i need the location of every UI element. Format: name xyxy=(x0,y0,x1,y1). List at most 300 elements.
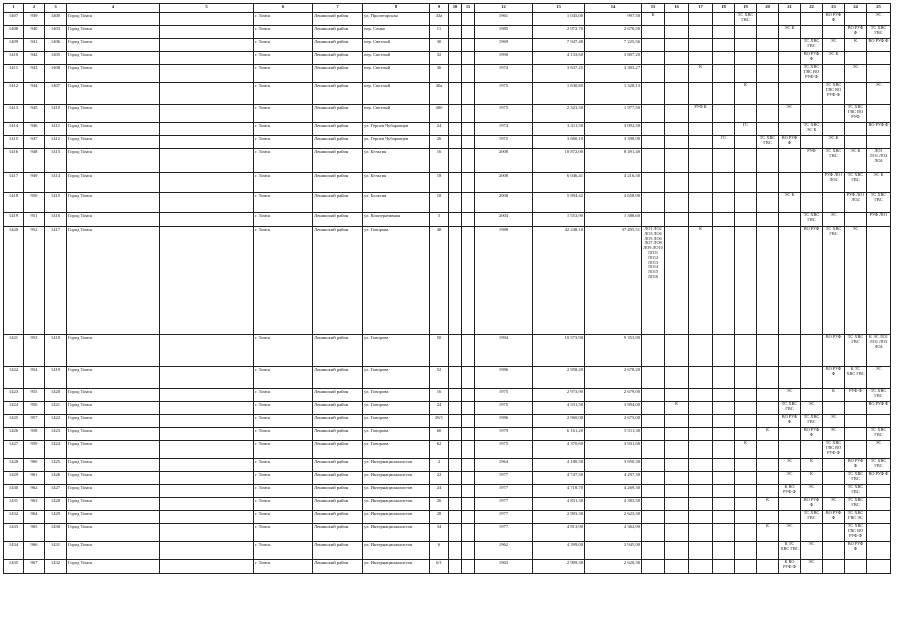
cell-col-16 xyxy=(665,13,689,26)
cell-col-10 xyxy=(449,149,462,173)
column-header-24: 24 xyxy=(845,4,867,13)
cell-col-18 xyxy=(713,193,735,213)
cell-col-16 xyxy=(665,173,689,193)
cell-col-6: г. Томск xyxy=(254,52,313,65)
cell-col-3: 1426 xyxy=(45,472,67,485)
cell-col-10 xyxy=(449,65,462,83)
cell-col-20 xyxy=(757,402,779,415)
cell-col-5 xyxy=(160,415,254,428)
cell-col-25: ТС ХВС ГВС xyxy=(867,428,891,441)
table-row xyxy=(4,123,891,136)
cell-col-23 xyxy=(823,402,845,415)
table-row xyxy=(4,39,891,52)
cell-col-3: 1427 xyxy=(45,485,67,498)
cell-col-4: Город Томск xyxy=(67,472,160,485)
cell-col-5 xyxy=(160,193,254,213)
cell-col-13: 10 872,00 xyxy=(533,149,585,173)
cell-col-8: ул. Героев Чубаровцев xyxy=(363,123,430,136)
cell-col-5 xyxy=(160,13,254,26)
cell-col-25 xyxy=(867,65,891,83)
cell-col-7: Ленинский район xyxy=(313,149,363,173)
cell-col-15: К xyxy=(642,13,665,26)
cell-col-9: 34 xyxy=(430,524,449,542)
cell-col-24: ТС ХВС ГВС ВО РУФ xyxy=(845,105,867,123)
cell-col-19 xyxy=(735,485,757,498)
cell-col-12: 1977 xyxy=(475,498,533,511)
cell-col-17 xyxy=(689,441,713,459)
cell-col-22: ЭС xyxy=(801,485,823,498)
cell-col-7: Ленинский район xyxy=(313,105,363,123)
cell-col-7: Ленинский район xyxy=(313,335,363,367)
cell-col-12: 2008 xyxy=(475,193,533,213)
cell-col-20 xyxy=(757,511,779,524)
cell-col-25 xyxy=(867,227,891,335)
cell-col-20 xyxy=(757,560,779,574)
cell-col-12: 1985 xyxy=(475,26,533,39)
cell-col-21 xyxy=(779,83,801,105)
cell-col-21: ВО РУФ Ф xyxy=(779,136,801,149)
cell-col-21 xyxy=(779,13,801,26)
cell-col-25 xyxy=(867,524,891,542)
cell-col-6: г. Томск xyxy=(254,149,313,173)
cell-col-12: 1986 xyxy=(475,415,533,428)
cell-col-7: Ленинский район xyxy=(313,472,363,485)
cell-col-21 xyxy=(779,173,801,193)
cell-col-1: 1412 xyxy=(4,83,24,105)
cell-col-18 xyxy=(713,83,735,105)
cell-col-1: 1426 xyxy=(4,428,24,441)
cell-col-15 xyxy=(642,39,665,52)
cell-col-14: 1 328,13 xyxy=(585,83,642,105)
cell-col-11 xyxy=(462,26,475,39)
cell-col-7: Ленинский район xyxy=(313,39,363,52)
cell-col-18 xyxy=(713,472,735,485)
cell-col-23 xyxy=(823,542,845,560)
table-row xyxy=(4,560,891,574)
cell-col-9: 18 xyxy=(430,193,449,213)
cell-col-18 xyxy=(713,39,735,52)
cell-col-13: 1 045,00 xyxy=(533,13,585,26)
cell-col-3: 1421 xyxy=(45,402,67,415)
cell-col-10 xyxy=(449,402,462,415)
cell-col-16 xyxy=(665,65,689,83)
cell-col-1: 1411 xyxy=(4,65,24,83)
cell-col-11 xyxy=(462,173,475,193)
cell-col-5 xyxy=(160,542,254,560)
cell-col-14: 3 894,00 xyxy=(585,402,642,415)
cell-col-14: 4 383,50 xyxy=(585,498,642,511)
cell-col-20 xyxy=(757,52,779,65)
cell-col-5 xyxy=(160,173,254,193)
column-header-9: 9 xyxy=(430,4,449,13)
cell-col-21: ВО РУФ Ф xyxy=(779,415,801,428)
cell-col-23: ЭС К xyxy=(823,52,845,65)
cell-col-4: Город Томск xyxy=(67,13,160,26)
cell-col-16 xyxy=(665,149,689,173)
cell-col-16 xyxy=(665,105,689,123)
cell-col-7: Ленинский район xyxy=(313,227,363,335)
cell-col-20 xyxy=(757,542,779,560)
cell-col-1: 1428 xyxy=(4,459,24,472)
cell-col-1: 1435 xyxy=(4,560,24,574)
cell-col-16 xyxy=(665,52,689,65)
table-row xyxy=(4,415,891,428)
cell-col-20: К xyxy=(757,498,779,511)
table-row xyxy=(4,173,891,193)
cell-col-10 xyxy=(449,472,462,485)
cell-col-1: 1421 xyxy=(4,335,24,367)
cell-col-19: ТС ХВС ГВС xyxy=(735,13,757,26)
cell-col-7: Ленинский район xyxy=(313,459,363,472)
cell-col-8: ул. Интернационалистов xyxy=(363,459,430,472)
cell-col-25 xyxy=(867,560,891,574)
cell-col-24: ТС ХВС ГВС xyxy=(845,472,867,485)
cell-col-16 xyxy=(665,389,689,402)
cell-col-24: ЭС xyxy=(845,65,867,83)
cell-col-11 xyxy=(462,123,475,136)
cell-col-23 xyxy=(823,193,845,213)
cell-col-23: РУФ ЛО1 ЛО2 xyxy=(823,173,845,193)
cell-col-24: ТС ХВС ГВС xyxy=(845,335,867,367)
cell-col-16 xyxy=(665,193,689,213)
cell-col-22 xyxy=(801,13,823,26)
cell-col-14: 4 297,30 xyxy=(585,472,642,485)
cell-col-9: 26 xyxy=(430,498,449,511)
cell-col-16 xyxy=(665,459,689,472)
cell-col-14: 3 945,90 xyxy=(585,542,642,560)
cell-col-3: 1400 xyxy=(45,13,67,26)
cell-col-8: ул. Говорова xyxy=(363,428,430,441)
cell-col-8: ул. Говорова xyxy=(363,415,430,428)
cell-col-16 xyxy=(665,498,689,511)
cell-col-2: 964 xyxy=(24,511,45,524)
cell-col-17 xyxy=(689,459,713,472)
cell-col-7: Ленинский район xyxy=(313,367,363,389)
column-header-13: 13 xyxy=(533,4,585,13)
cell-col-2: 948 xyxy=(24,149,45,173)
cell-col-11 xyxy=(462,415,475,428)
cell-col-17: РУФ К xyxy=(689,105,713,123)
cell-col-20 xyxy=(757,39,779,52)
cell-col-6: г. Томск xyxy=(254,472,313,485)
cell-col-4: Город Томск xyxy=(67,560,160,574)
table-row xyxy=(4,13,891,26)
cell-col-20 xyxy=(757,441,779,459)
cell-col-3: 1405 xyxy=(45,52,67,65)
cell-col-14: 4 216,30 xyxy=(585,173,642,193)
cell-col-17 xyxy=(689,39,713,52)
cell-col-19: К xyxy=(735,83,757,105)
cell-col-21 xyxy=(779,213,801,227)
cell-col-18 xyxy=(713,367,735,389)
cell-col-15 xyxy=(642,65,665,83)
cell-col-14: 4 269,30 xyxy=(585,485,642,498)
cell-col-10 xyxy=(449,123,462,136)
cell-col-22: ТС ХВС ГВС xyxy=(801,213,823,227)
cell-col-22: К xyxy=(801,459,823,472)
cell-col-8: ул. Кооперативная xyxy=(363,213,430,227)
cell-col-2: 956 xyxy=(24,402,45,415)
cell-col-13: 4 399,00 xyxy=(533,542,585,560)
cell-col-22: ЭС xyxy=(801,560,823,574)
table-row xyxy=(4,193,891,213)
cell-col-4: Город Томск xyxy=(67,123,160,136)
cell-col-19 xyxy=(735,149,757,173)
cell-col-24: ВО РУФ Ф xyxy=(845,459,867,472)
cell-col-12: 2008 xyxy=(475,149,533,173)
cell-col-25 xyxy=(867,542,891,560)
cell-col-22 xyxy=(801,524,823,542)
cell-col-4: Город Томск xyxy=(67,193,160,213)
cell-col-7: Ленинский район xyxy=(313,136,363,149)
cell-col-24 xyxy=(845,428,867,441)
cell-col-12: 1975 xyxy=(475,83,533,105)
cell-col-12: 1977 xyxy=(475,485,533,498)
cell-col-2: 946 xyxy=(24,123,45,136)
cell-col-19 xyxy=(735,335,757,367)
cell-col-3: 1408 xyxy=(45,65,67,83)
cell-col-13: 7 947,48 xyxy=(533,39,585,52)
cell-col-17 xyxy=(689,123,713,136)
housing-register-table xyxy=(3,3,891,574)
cell-col-24: РУФ Ф xyxy=(845,389,867,402)
cell-col-23: ТС ХВС ГВС xyxy=(823,227,845,335)
cell-col-20 xyxy=(757,13,779,26)
cell-col-12: 1974 xyxy=(475,123,533,136)
cell-col-19 xyxy=(735,136,757,149)
cell-col-21 xyxy=(779,52,801,65)
cell-col-19 xyxy=(735,26,757,39)
cell-col-9: 40б xyxy=(430,105,449,123)
cell-col-11 xyxy=(462,498,475,511)
cell-col-19 xyxy=(735,524,757,542)
cell-col-8: ул. Говорова xyxy=(363,402,430,415)
cell-col-1: 1425 xyxy=(4,415,24,428)
cell-col-4: Город Томск xyxy=(67,227,160,335)
cell-col-12: 1977 xyxy=(475,511,533,524)
cell-col-15 xyxy=(642,560,665,574)
cell-col-9: 24 xyxy=(430,485,449,498)
cell-col-5 xyxy=(160,472,254,485)
cell-col-11 xyxy=(462,39,475,52)
cell-col-17 xyxy=(689,389,713,402)
cell-col-3: 1417 xyxy=(45,227,67,335)
column-header-19: 19 xyxy=(735,4,757,13)
column-header-20: 20 xyxy=(757,4,779,13)
cell-col-6: г. Томск xyxy=(254,227,313,335)
cell-col-20 xyxy=(757,105,779,123)
cell-col-8: ул. Интернационалистов xyxy=(363,542,430,560)
cell-col-25: ВО РУФ Ф xyxy=(867,123,891,136)
cell-col-13: 2 323,50 xyxy=(533,105,585,123)
cell-col-9: 52 xyxy=(430,367,449,389)
cell-col-23: ТС ХВС ГВС xyxy=(823,149,845,173)
cell-col-11 xyxy=(462,193,475,213)
cell-col-5 xyxy=(160,136,254,149)
cell-col-13: 4 747,30 xyxy=(533,472,585,485)
cell-col-2: 963 xyxy=(24,498,45,511)
cell-col-22 xyxy=(801,441,823,459)
cell-col-10 xyxy=(449,367,462,389)
cell-col-20 xyxy=(757,459,779,472)
cell-col-24: РУФ ЛО1 ЛО2 xyxy=(845,193,867,213)
cell-col-23: ВО РУФ xyxy=(823,335,845,367)
cell-col-15 xyxy=(642,26,665,39)
cell-col-2: 951 xyxy=(24,213,45,227)
cell-col-12: 1974 xyxy=(475,65,533,83)
cell-col-14: 2 670,50 xyxy=(585,26,642,39)
cell-col-14: 1 977,50 xyxy=(585,105,642,123)
cell-col-8: пер. Светлый xyxy=(363,39,430,52)
cell-col-1: 1431 xyxy=(4,498,24,511)
table-row xyxy=(4,485,891,498)
cell-col-23 xyxy=(823,524,845,542)
cell-col-9: 60 xyxy=(430,428,449,441)
cell-col-24: ТС ХВС ГВС ВО РУФ Ф xyxy=(845,524,867,542)
column-header-3: 3 xyxy=(45,4,67,13)
cell-col-9: 16 xyxy=(430,149,449,173)
cell-col-15: ЛО1 ЛО2 ЛО3 ЛО4 ЛО5 ЛО6 ЛО7 ЛО8 ЛО9 ЛО10 ЛО11 ЛО12 ЛО13 ЛО14 ЛО15 ЛО16 xyxy=(642,227,665,335)
cell-col-15 xyxy=(642,542,665,560)
cell-col-15 xyxy=(642,459,665,472)
cell-col-13: 4 331,50 xyxy=(533,402,585,415)
cell-col-20 xyxy=(757,193,779,213)
cell-col-25: ТС ХВС ГВС xyxy=(867,193,891,213)
cell-col-2: 949 xyxy=(24,173,45,193)
cell-col-14: 5 911,30 xyxy=(585,428,642,441)
cell-col-11 xyxy=(462,560,475,574)
cell-col-4: Город Томск xyxy=(67,511,160,524)
cell-col-25: ЭС xyxy=(867,367,891,389)
cell-col-23 xyxy=(823,472,845,485)
cell-col-9: 16 xyxy=(430,389,449,402)
cell-col-20 xyxy=(757,123,779,136)
cell-col-3: 1406 xyxy=(45,39,67,52)
cell-col-23: ЭС xyxy=(823,39,845,52)
cell-col-6: г. Томск xyxy=(254,39,313,52)
cell-col-7: Ленинский район xyxy=(313,524,363,542)
cell-col-7: Ленинский район xyxy=(313,402,363,415)
cell-col-15 xyxy=(642,105,665,123)
cell-col-22: ВО РУФ Ф xyxy=(801,498,823,511)
cell-col-12: 1975 xyxy=(475,136,533,149)
cell-col-12: 1963 xyxy=(475,560,533,574)
cell-col-24 xyxy=(845,415,867,428)
table-row xyxy=(4,136,891,149)
cell-col-9: 32 xyxy=(430,52,449,65)
cell-col-16 xyxy=(665,415,689,428)
cell-col-19: К xyxy=(735,441,757,459)
cell-col-1: 1424 xyxy=(4,402,24,415)
cell-col-14: 3 092,50 xyxy=(585,123,642,136)
cell-col-9: 24 xyxy=(430,402,449,415)
cell-col-15 xyxy=(642,367,665,389)
cell-col-22: ТС ХВС ГВС xyxy=(801,415,823,428)
cell-col-6: г. Томск xyxy=(254,173,313,193)
cell-col-18 xyxy=(713,402,735,415)
cell-col-14: 2 675,00 xyxy=(585,415,642,428)
cell-col-10 xyxy=(449,13,462,26)
cell-col-18 xyxy=(713,459,735,472)
cell-col-22 xyxy=(801,335,823,367)
cell-col-4: Город Томск xyxy=(67,335,160,367)
cell-col-18 xyxy=(713,389,735,402)
column-header-1: 1 xyxy=(4,4,24,13)
cell-col-20 xyxy=(757,485,779,498)
table-row xyxy=(4,441,891,459)
cell-col-17 xyxy=(689,498,713,511)
cell-col-8: пер. Светлый xyxy=(363,65,430,83)
cell-col-19 xyxy=(735,498,757,511)
cell-col-16 xyxy=(665,511,689,524)
cell-col-24 xyxy=(845,213,867,227)
cell-col-17 xyxy=(689,193,713,213)
cell-col-13: 4 370,60 xyxy=(533,441,585,459)
column-header-7: 7 xyxy=(313,4,363,13)
cell-col-10 xyxy=(449,39,462,52)
cell-col-14: 3 950,30 xyxy=(585,459,642,472)
cell-col-8: пер. Светлый xyxy=(363,105,430,123)
cell-col-1: 1409 xyxy=(4,39,24,52)
cell-col-12: 1977 xyxy=(475,472,533,485)
cell-col-4: Город Томск xyxy=(67,524,160,542)
cell-col-10 xyxy=(449,105,462,123)
cell-col-25: ЭС К xyxy=(867,173,891,193)
cell-col-1: 1415 xyxy=(4,136,24,149)
cell-col-6: г. Томск xyxy=(254,402,313,415)
cell-col-14: 2 679,00 xyxy=(585,389,642,402)
cell-col-25 xyxy=(867,105,891,123)
cell-col-13: 6 046,41 xyxy=(533,173,585,193)
cell-col-15 xyxy=(642,485,665,498)
cell-col-2: 954 xyxy=(24,367,45,389)
column-header-12: 12 xyxy=(475,4,533,13)
column-header-14: 14 xyxy=(585,4,642,13)
cell-col-20 xyxy=(757,83,779,105)
cell-col-20: ТС ХВС ГВС xyxy=(757,136,779,149)
cell-col-12: 1990 xyxy=(475,52,533,65)
cell-col-13: 5 894,42 xyxy=(533,193,585,213)
cell-col-23: ТС ХВС ГВС ВО РУФ Ф xyxy=(823,83,845,105)
cell-col-7: Ленинский район xyxy=(313,123,363,136)
cell-col-5 xyxy=(160,459,254,472)
cell-col-22 xyxy=(801,389,823,402)
cell-col-2: 942 xyxy=(24,52,45,65)
cell-col-4: Город Томск xyxy=(67,39,160,52)
cell-col-17 xyxy=(689,335,713,367)
cell-col-17 xyxy=(689,13,713,26)
cell-col-20 xyxy=(757,227,779,335)
cell-col-18 xyxy=(713,149,735,173)
cell-col-2: 959 xyxy=(24,441,45,459)
cell-col-10 xyxy=(449,83,462,105)
cell-col-10 xyxy=(449,498,462,511)
cell-col-6: г. Томск xyxy=(254,441,313,459)
cell-col-13: 2 909,30 xyxy=(533,560,585,574)
cell-col-7: Ленинский район xyxy=(313,65,363,83)
cell-col-11 xyxy=(462,105,475,123)
cell-col-1: 1420 xyxy=(4,227,24,335)
cell-col-16 xyxy=(665,213,689,227)
cell-col-21 xyxy=(779,511,801,524)
cell-col-20: К xyxy=(757,524,779,542)
cell-col-12: 1961 xyxy=(475,13,533,26)
table-row xyxy=(4,227,891,335)
cell-col-17 xyxy=(689,26,713,39)
cell-col-19 xyxy=(735,542,757,560)
cell-col-17 xyxy=(689,173,713,193)
cell-col-24: ТС ХВС ГВС ЭС xyxy=(845,511,867,524)
